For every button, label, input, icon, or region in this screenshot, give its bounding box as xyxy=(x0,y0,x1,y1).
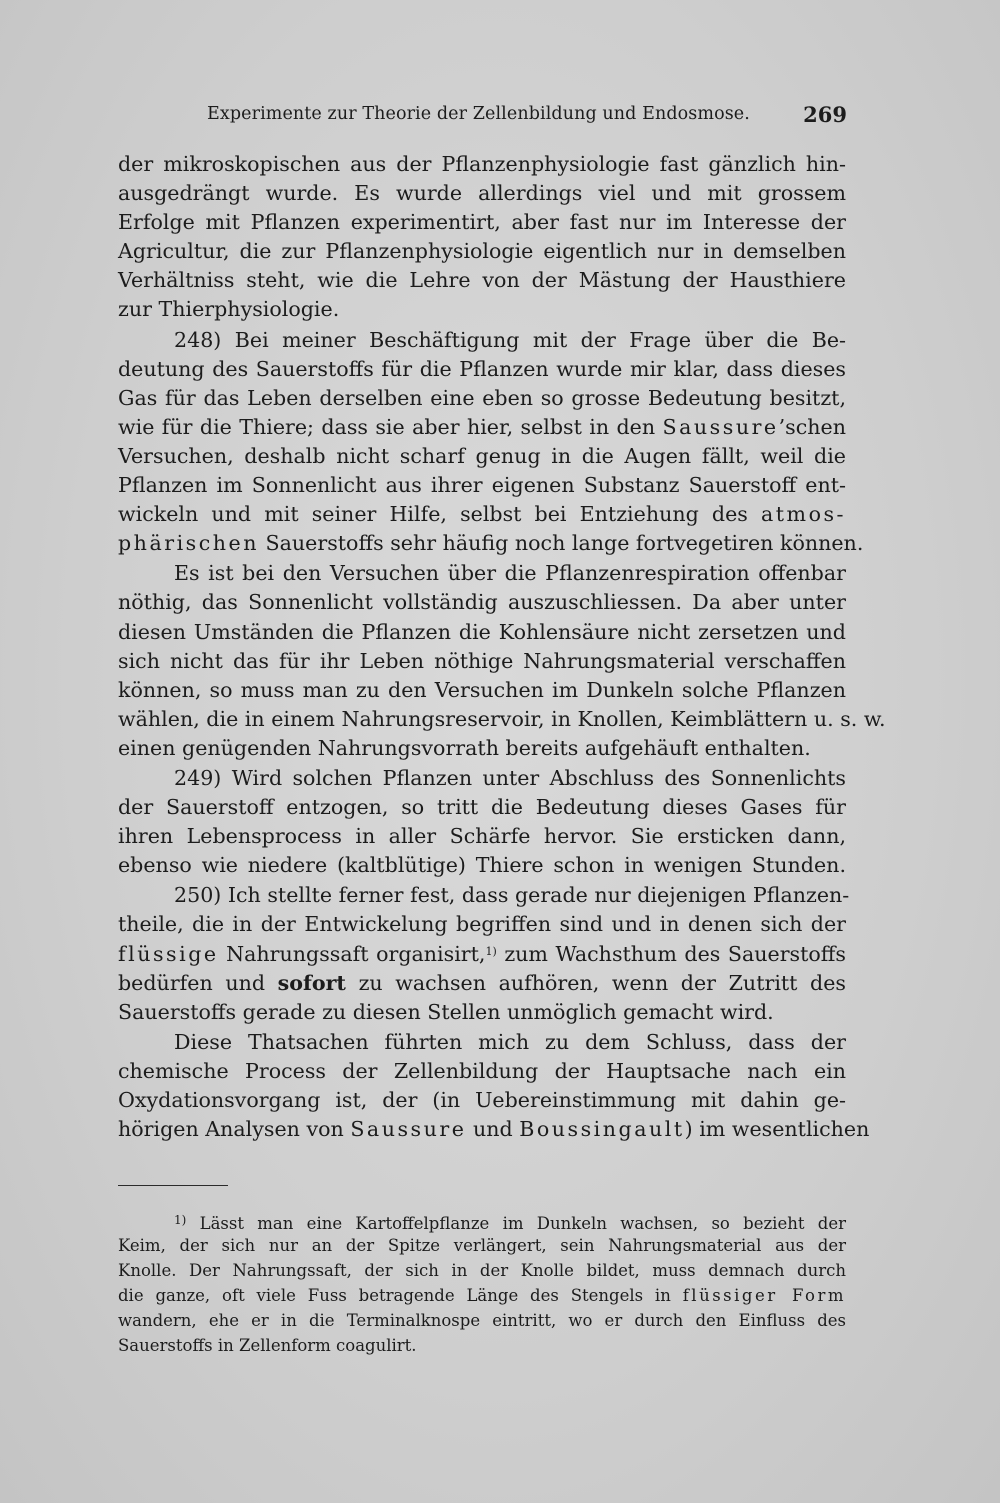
paragraph-250-start: 250) Ich stellte ferner fest, dass gerade nur diejenigen Pflanzen- xyxy=(174,883,850,908)
text-line: diesen Umständen die Pflanzen die Kohlensäure nicht zersetzen und xyxy=(118,619,846,644)
text-line xyxy=(118,969,846,998)
paragraph-start: Diese Thatsachen führten mich zu dem Schluss, dass der xyxy=(174,1029,846,1054)
text-line: nöthig, das Sonnenlicht vollständig auszuschliessen. Da aber unter xyxy=(118,590,846,615)
text-segment: ) im wesentlichen xyxy=(684,1117,870,1142)
footnote-line: Knolle. Der Nahrungssaft, der sich in der Knolle bildet, muss demnach durch xyxy=(118,1261,846,1280)
text-line: Erfolge mit Pflanzen experimentirt, aber fast nur im Interesse der xyxy=(118,210,846,235)
name-saussure: Saussure xyxy=(350,1117,467,1142)
text-line: sich nicht das für ihr Leben nöthige Nahrungsmaterial verschaffen xyxy=(118,648,846,673)
text-line: Gas für das Leben derselben eine eben so grosse Bedeutung besitzt, xyxy=(118,385,846,410)
footnote-line: Sauerstoffs in Zellenform coagulirt. xyxy=(118,1336,417,1355)
emphasis-text: atmos- xyxy=(760,502,846,527)
body-text xyxy=(118,150,886,1144)
page-header xyxy=(207,102,847,132)
text-segment: wickeln und mit seiner Hilfe, selbst bei Entziehung des xyxy=(118,502,748,527)
text-segment: und xyxy=(472,1117,513,1142)
text-line: zur Thierphysiologie. xyxy=(118,297,340,322)
text-line xyxy=(118,1115,870,1144)
text-line xyxy=(118,413,846,442)
footnote-line: wandern, ehe er in die Terminalknospe eintritt, wo er durch den Einfluss des xyxy=(118,1311,846,1330)
paragraph-start: Es ist bei den Versuchen über die Pflanzenrespiration offenbar xyxy=(174,561,846,586)
text-segment: Nahrungssaft organisirt, xyxy=(226,941,486,966)
text-segment: hörigen Analysen von xyxy=(118,1117,344,1142)
footnote-line xyxy=(118,1283,846,1308)
text-line: Sauerstoffs gerade zu diesen Stellen unmöglich gemacht wird. xyxy=(118,999,774,1024)
text-line: Verhältniss steht, wie die Lehre von der Mästung der Hausthiere xyxy=(118,268,846,293)
text-line: deutung des Sauerstoffs für die Pflanzen wurde mir klar, dass dieses xyxy=(118,356,846,381)
text-line: ihren Lebensprocess in aller Schärfe hervor. Sie ersticken dann, xyxy=(118,824,846,849)
footnote-marker: 1) xyxy=(174,1213,187,1227)
paragraph-248-start: 248) Bei meiner Beschäftigung mit der Frage über die Be- xyxy=(174,327,846,352)
text-line: ausgedrängt wurde. Es wurde allerdings viel und mit grossem xyxy=(118,181,846,206)
text-segment: ’schen xyxy=(778,414,846,439)
text-segment: zu wachsen aufhören, wenn der Zutritt des xyxy=(358,970,846,995)
page-number: 269 xyxy=(803,102,847,127)
footnote-ref: 1) xyxy=(485,944,497,958)
name-saussure: Saussure xyxy=(662,414,779,439)
text-line: chemische Process der Zellenbildung der Hauptsache nach ein xyxy=(118,1058,846,1083)
text-segment: Sauerstoffs sehr häufig noch lange fortvegetiren können. xyxy=(265,531,864,556)
footnote-line: Keim, der sich nur an der Spitze verlängert, sein Nahrungsmaterial aus der xyxy=(118,1236,846,1255)
text-line: Oxydationsvorgang ist, der (in Uebereinstimmung mit dahin ge- xyxy=(118,1088,846,1112)
footnote xyxy=(118,1208,846,1358)
text-line: Pflanzen im Sonnenlicht aus ihrer eigenen Substanz Sauerstoff ent- xyxy=(118,473,846,498)
text-segment: die ganze, oft viele Fuss betragende Länge des Stengels in xyxy=(118,1286,671,1305)
text-line xyxy=(118,940,846,969)
text-line xyxy=(118,529,864,558)
emphasis-text: flüssige xyxy=(118,941,219,966)
emphasis-text: flüssiger Form xyxy=(682,1286,846,1305)
text-segment: wie für die Thiere; dass sie aber hier, selbst in den xyxy=(118,414,656,439)
text-line: theile, die in der Entwickelung begriffen sind und in denen sich der xyxy=(118,912,846,937)
text-line xyxy=(118,500,846,529)
text-segment: zum Wachsthum des Sauerstoffs xyxy=(504,941,846,966)
text-line: der mikroskopischen aus der Pflanzenphysiologie fast gänzlich hin- xyxy=(118,152,846,176)
footnote-line xyxy=(118,1208,846,1233)
emphasis-text: phärischen xyxy=(118,531,259,556)
text-segment: Lässt man eine Kartoffelpflanze im Dunkeln wachsen, so bezieht der xyxy=(199,1214,846,1233)
text-line: ebenso wie niedere (kaltblütige) Thiere schon in wenigen Stunden. xyxy=(118,853,846,878)
text-line: wählen, die in einem Nahrungsreservoir, in Knollen, Keimblättern u. s. w. xyxy=(118,706,886,731)
name-boussingault: Boussingault xyxy=(519,1117,685,1142)
text-segment: bedürfen und xyxy=(118,970,266,995)
paragraph-249-start: 249) Wird solchen Pflanzen unter Abschluss des Sonnenlichts xyxy=(174,765,846,790)
text-line: können, so muss man zu den Versuchen im Dunkeln solche Pflanzen xyxy=(118,677,846,702)
text-line: der Sauerstoff entzogen, so tritt die Bedeutung dieses Gases für xyxy=(118,795,846,820)
bold-text: sofort xyxy=(277,970,346,995)
running-title: Experimente zur Theorie der Zellenbildung und Endosmose. xyxy=(207,104,750,124)
text-line: Agricultur, die zur Pflanzenphysiologie eigentlich nur in demselben xyxy=(118,239,846,264)
text-line: Versuchen, deshalb nicht scharf genug in die Augen fällt, weil die xyxy=(118,443,846,468)
text-line: einen genügenden Nahrungsvorrath bereits aufgehäuft enthalten. xyxy=(118,735,811,760)
footnote-divider xyxy=(118,1185,228,1186)
